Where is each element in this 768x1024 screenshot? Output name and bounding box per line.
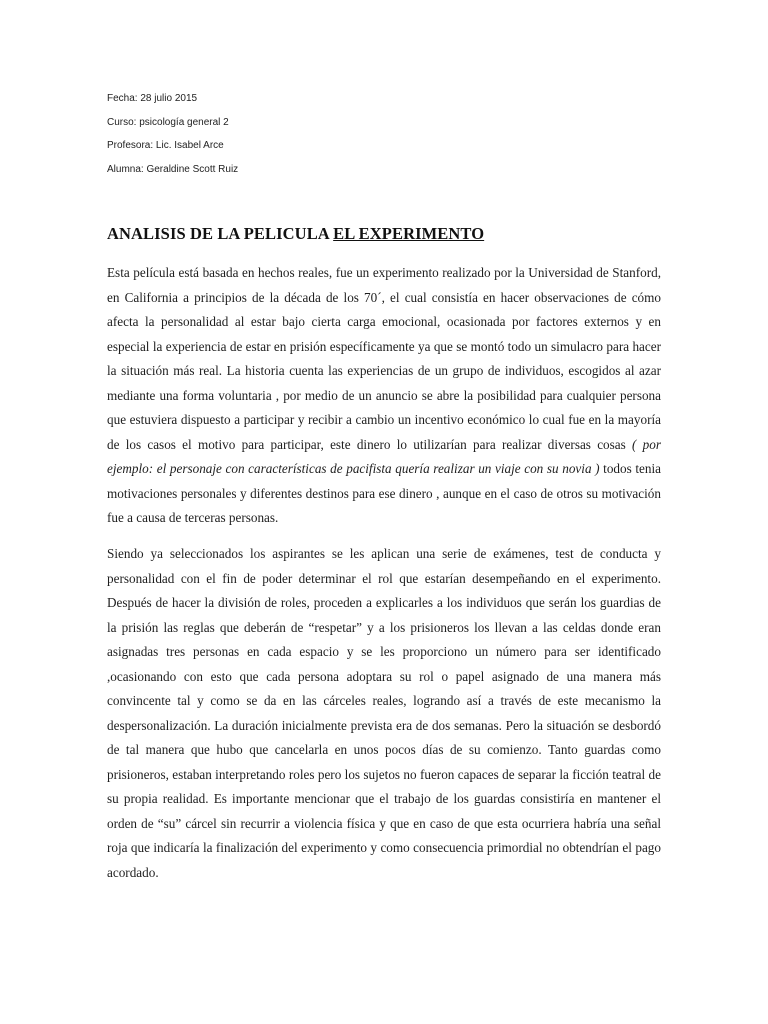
date-line: Fecha: 28 julio 2015 [107, 93, 198, 104]
title-prefix: ANALISIS DE LA PELICULA [107, 224, 334, 243]
document-header-info [107, 92, 707, 186]
paragraph-1 [107, 261, 661, 531]
title-movie-name: EL EXPERIMENTO [333, 224, 485, 243]
paragraph-1-text-b: todos tenia motivaciones personales y diferentes destinos para ese dinero , aunque en el caso de otros su motivación fue a causa de terceras personas. [107, 461, 661, 525]
professor-line: Profesora: Lic. Isabel Arce [107, 140, 224, 151]
paragraph-1-italic-example: ( por ejemplo: el personaje con características de pacifista quería realizar un viaje con su novia ) [107, 436, 661, 476]
student-line: Alumna: Geraldine Scott Ruiz [107, 163, 239, 175]
paragraph-2: Siendo ya seleccionados los aspirantes se les aplican una serie de exámenes, test de conducta y personalidad con el fin de poder determinar el rol que estarían desempeñando en el experimento. Después de hacer la división de roles, proceden a explicarles a los individuos que serán los guardias de la prisión las reglas que deberán de “respetar” y a los prisioneros los llevan a las celdas donde eran asignadas tres personas en cada espacio y se les proporciono un número para ser identificado ,ocasionando con esto que cada persona adoptara su rol o papel asignado de una manera más convincente tal y como se da en las cárceles reales, logrando así a través de este mecanismo la despersonalización. La duración inicialmente prevista era de dos semanas. Pero la situación se desbordó de tal manera que hubo que cancelarla en unos pocos días de su comienzo. Tanto guardas como prisioneros, estaban interpretando roles pero los sujetos no fueron capaces de separar la ficción teatral de su propia realidad. Es importante mencionar que el trabajo de los guardas consistiría en mantener el orden de “su” cárcel sin recurrir a violencia física y que en caso de que esta ocurriera habría una señal roja que indicaría la finalización del experimento y como consecuencia primordial no obtendrían el pago acordado. [107, 546, 661, 880]
document-title [107, 224, 667, 244]
course-line: Curso: psicología general 2 [107, 116, 229, 128]
paragraph-1-text-a: Esta película está basada en hechos reales, fue un experimento realizado por la Universidad de Stanford, en California a principios de la década de los 70´, el cual consistía en hacer observaciones de cómo afecta la personalidad al estar bajo cierta carga emocional, ocasionada por factores externos y en especial la experiencia de estar en prisión específicamente ya que se montó todo un simulacro para hacer la situación más real. La historia cuenta las experiencias de un grupo de individuos, escogidos al azar mediante una forma voluntaria , por medio de un anuncio se abre la posibilidad para cualquier persona que estuviera dispuesto a participar y recibir a cambio un incentivo económico lo cual fue en la mayoría de los casos el motivo para participar, este dinero lo utilizarían para realizar diversas cosas [107, 265, 661, 452]
